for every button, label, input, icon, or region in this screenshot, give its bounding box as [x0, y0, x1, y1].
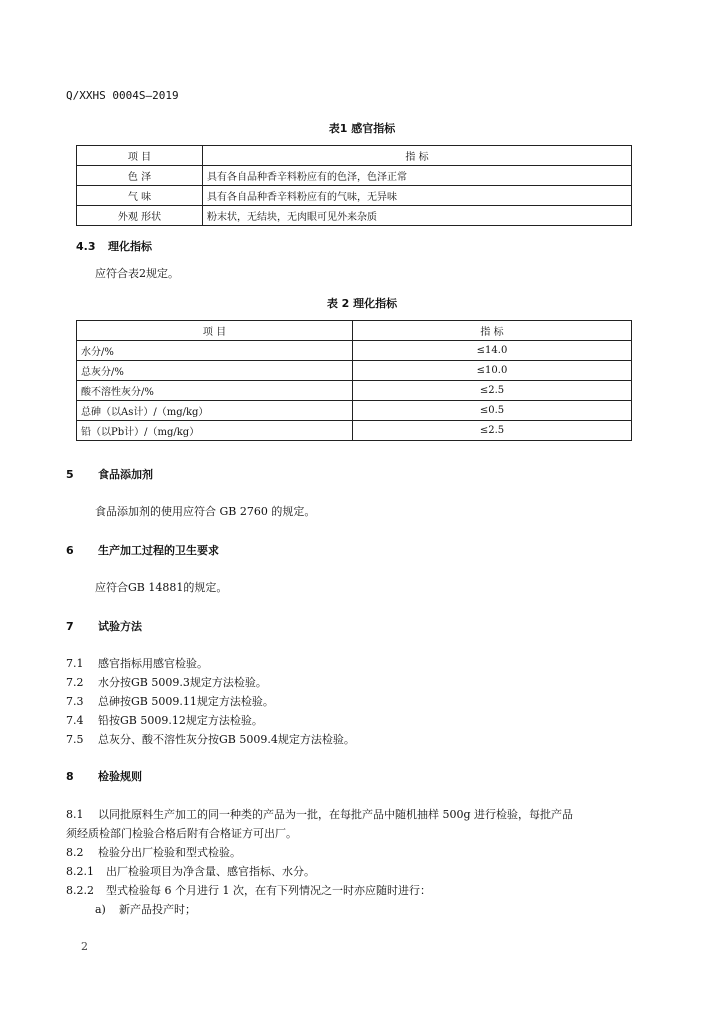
section-8-heading [66, 768, 142, 784]
document-code: Q/XXHS 0004S—2019 [66, 89, 179, 102]
section-7-heading [66, 618, 142, 634]
section-title: 生产加工过程的卫生要求 [98, 544, 219, 557]
clause-text: 出厂检验项目为净含量、感官指标、水分。 [106, 865, 315, 878]
list-item [66, 674, 267, 690]
table-cell-index: ≤2.5 [353, 381, 632, 401]
clause-number: 8.2.2 [66, 884, 94, 897]
table-row [77, 381, 632, 401]
table-cell-index: ≤0.5 [353, 401, 632, 421]
section-5-text: 食品添加剂的使用应符合 GB 2760 的规定。 [95, 505, 316, 518]
table-cell-item: 总砷（以As计）/（mg/kg） [77, 401, 353, 421]
item-text: 水分按GB 5009.3规定方法检验。 [98, 676, 267, 689]
item-number: 7.2 [66, 676, 84, 689]
table-cell-index: ≤14.0 [353, 341, 632, 361]
item-number: 7.1 [66, 657, 84, 670]
clause-number: 8.1 [66, 808, 84, 821]
section-6-heading [66, 542, 219, 558]
table-row [77, 166, 632, 186]
clause-8-1 [66, 806, 573, 822]
table-cell-item: 气 味 [77, 186, 203, 206]
page-number: 2 [81, 940, 88, 953]
table1 [76, 145, 632, 226]
clause-8-2-2 [66, 882, 431, 898]
section-number: 7 [66, 620, 74, 633]
section-6-text: 应符合GB 14881的规定。 [95, 581, 228, 594]
section-number: 5 [66, 468, 74, 481]
item-text: 总砷按GB 5009.11规定方法检验。 [98, 695, 274, 708]
table-cell-item: 铅（以Pb计）/（mg/kg） [77, 421, 353, 441]
table-cell-item: 外观 形状 [77, 206, 203, 226]
section-number: 8 [66, 770, 74, 783]
section-title: 食品添加剂 [98, 468, 153, 481]
list-item [66, 731, 355, 747]
table-header-item: 项 目 [77, 321, 353, 341]
section-title: 试验方法 [98, 620, 142, 633]
list-item-a [95, 901, 196, 917]
table-header-index: 指 标 [353, 321, 632, 341]
table-row [77, 186, 632, 206]
table-cell-item: 酸不溶性灰分/% [77, 381, 353, 401]
table-header-row [77, 146, 632, 166]
clause-8-1-continuation: 须经质检部门检验合格后附有合格证方可出厂。 [66, 827, 297, 840]
table-header-item: 项 目 [77, 146, 203, 166]
table-row [77, 361, 632, 381]
clause-number: 8.2.1 [66, 865, 94, 878]
item-text: 新产品投产时； [119, 903, 196, 916]
section-number: 4.3 [76, 240, 96, 253]
section-4-3-heading [76, 238, 152, 254]
table2-caption: 表 2 理化指标 [326, 297, 398, 310]
section-4-3-text: 应符合表2规定。 [95, 267, 179, 280]
section-title: 检验规则 [98, 770, 142, 783]
clause-8-2-1 [66, 863, 315, 879]
clause-number: 8.2 [66, 846, 84, 859]
table-cell-index: ≤10.0 [353, 361, 632, 381]
table-header-index: 指 标 [203, 146, 632, 166]
item-number: 7.3 [66, 695, 84, 708]
table-cell-item: 总灰分/% [77, 361, 353, 381]
section-title: 理化指标 [108, 240, 152, 253]
list-item [66, 655, 208, 671]
table-cell-item: 水分/% [77, 341, 353, 361]
clause-8-2 [66, 844, 241, 860]
table-cell-index: ≤2.5 [353, 421, 632, 441]
table-row [77, 206, 632, 226]
item-text: 总灰分、酸不溶性灰分按GB 5009.4规定方法检验。 [98, 733, 355, 746]
clause-text-line1: 以同批原料生产加工的同一种类的产品为一批，在每批产品中随机抽样 500g 进行检验，每批产品 [98, 808, 574, 821]
table-cell-index: 具有各自品种香辛料粉应有的色泽，色泽正常 [203, 166, 632, 186]
section-number: 6 [66, 544, 74, 557]
item-number: 7.4 [66, 714, 84, 727]
clause-text: 型式检验每 6 个月进行 1 次，在有下列情况之一时亦应随时进行： [106, 884, 431, 897]
table-row [77, 421, 632, 441]
list-item [66, 712, 263, 728]
table-header-row [77, 321, 632, 341]
table-cell-item: 色 泽 [77, 166, 203, 186]
item-marker: a) [95, 903, 106, 916]
item-number: 7.5 [66, 733, 84, 746]
table-cell-index: 粉末状，无结块，无肉眼可见外来杂质 [203, 206, 632, 226]
table1-caption: 表1 感官指标 [328, 122, 396, 135]
table2 [76, 320, 632, 441]
table-row [77, 401, 632, 421]
list-item [66, 693, 274, 709]
item-text: 铅按GB 5009.12规定方法检验。 [98, 714, 263, 727]
section-5-heading [66, 466, 153, 482]
table-row [77, 341, 632, 361]
clause-text: 检验分出厂检验和型式检验。 [98, 846, 241, 859]
item-text: 感官指标用感官检验。 [98, 657, 208, 670]
table-cell-index: 具有各自品种香辛料粉应有的气味，无异味 [203, 186, 632, 206]
